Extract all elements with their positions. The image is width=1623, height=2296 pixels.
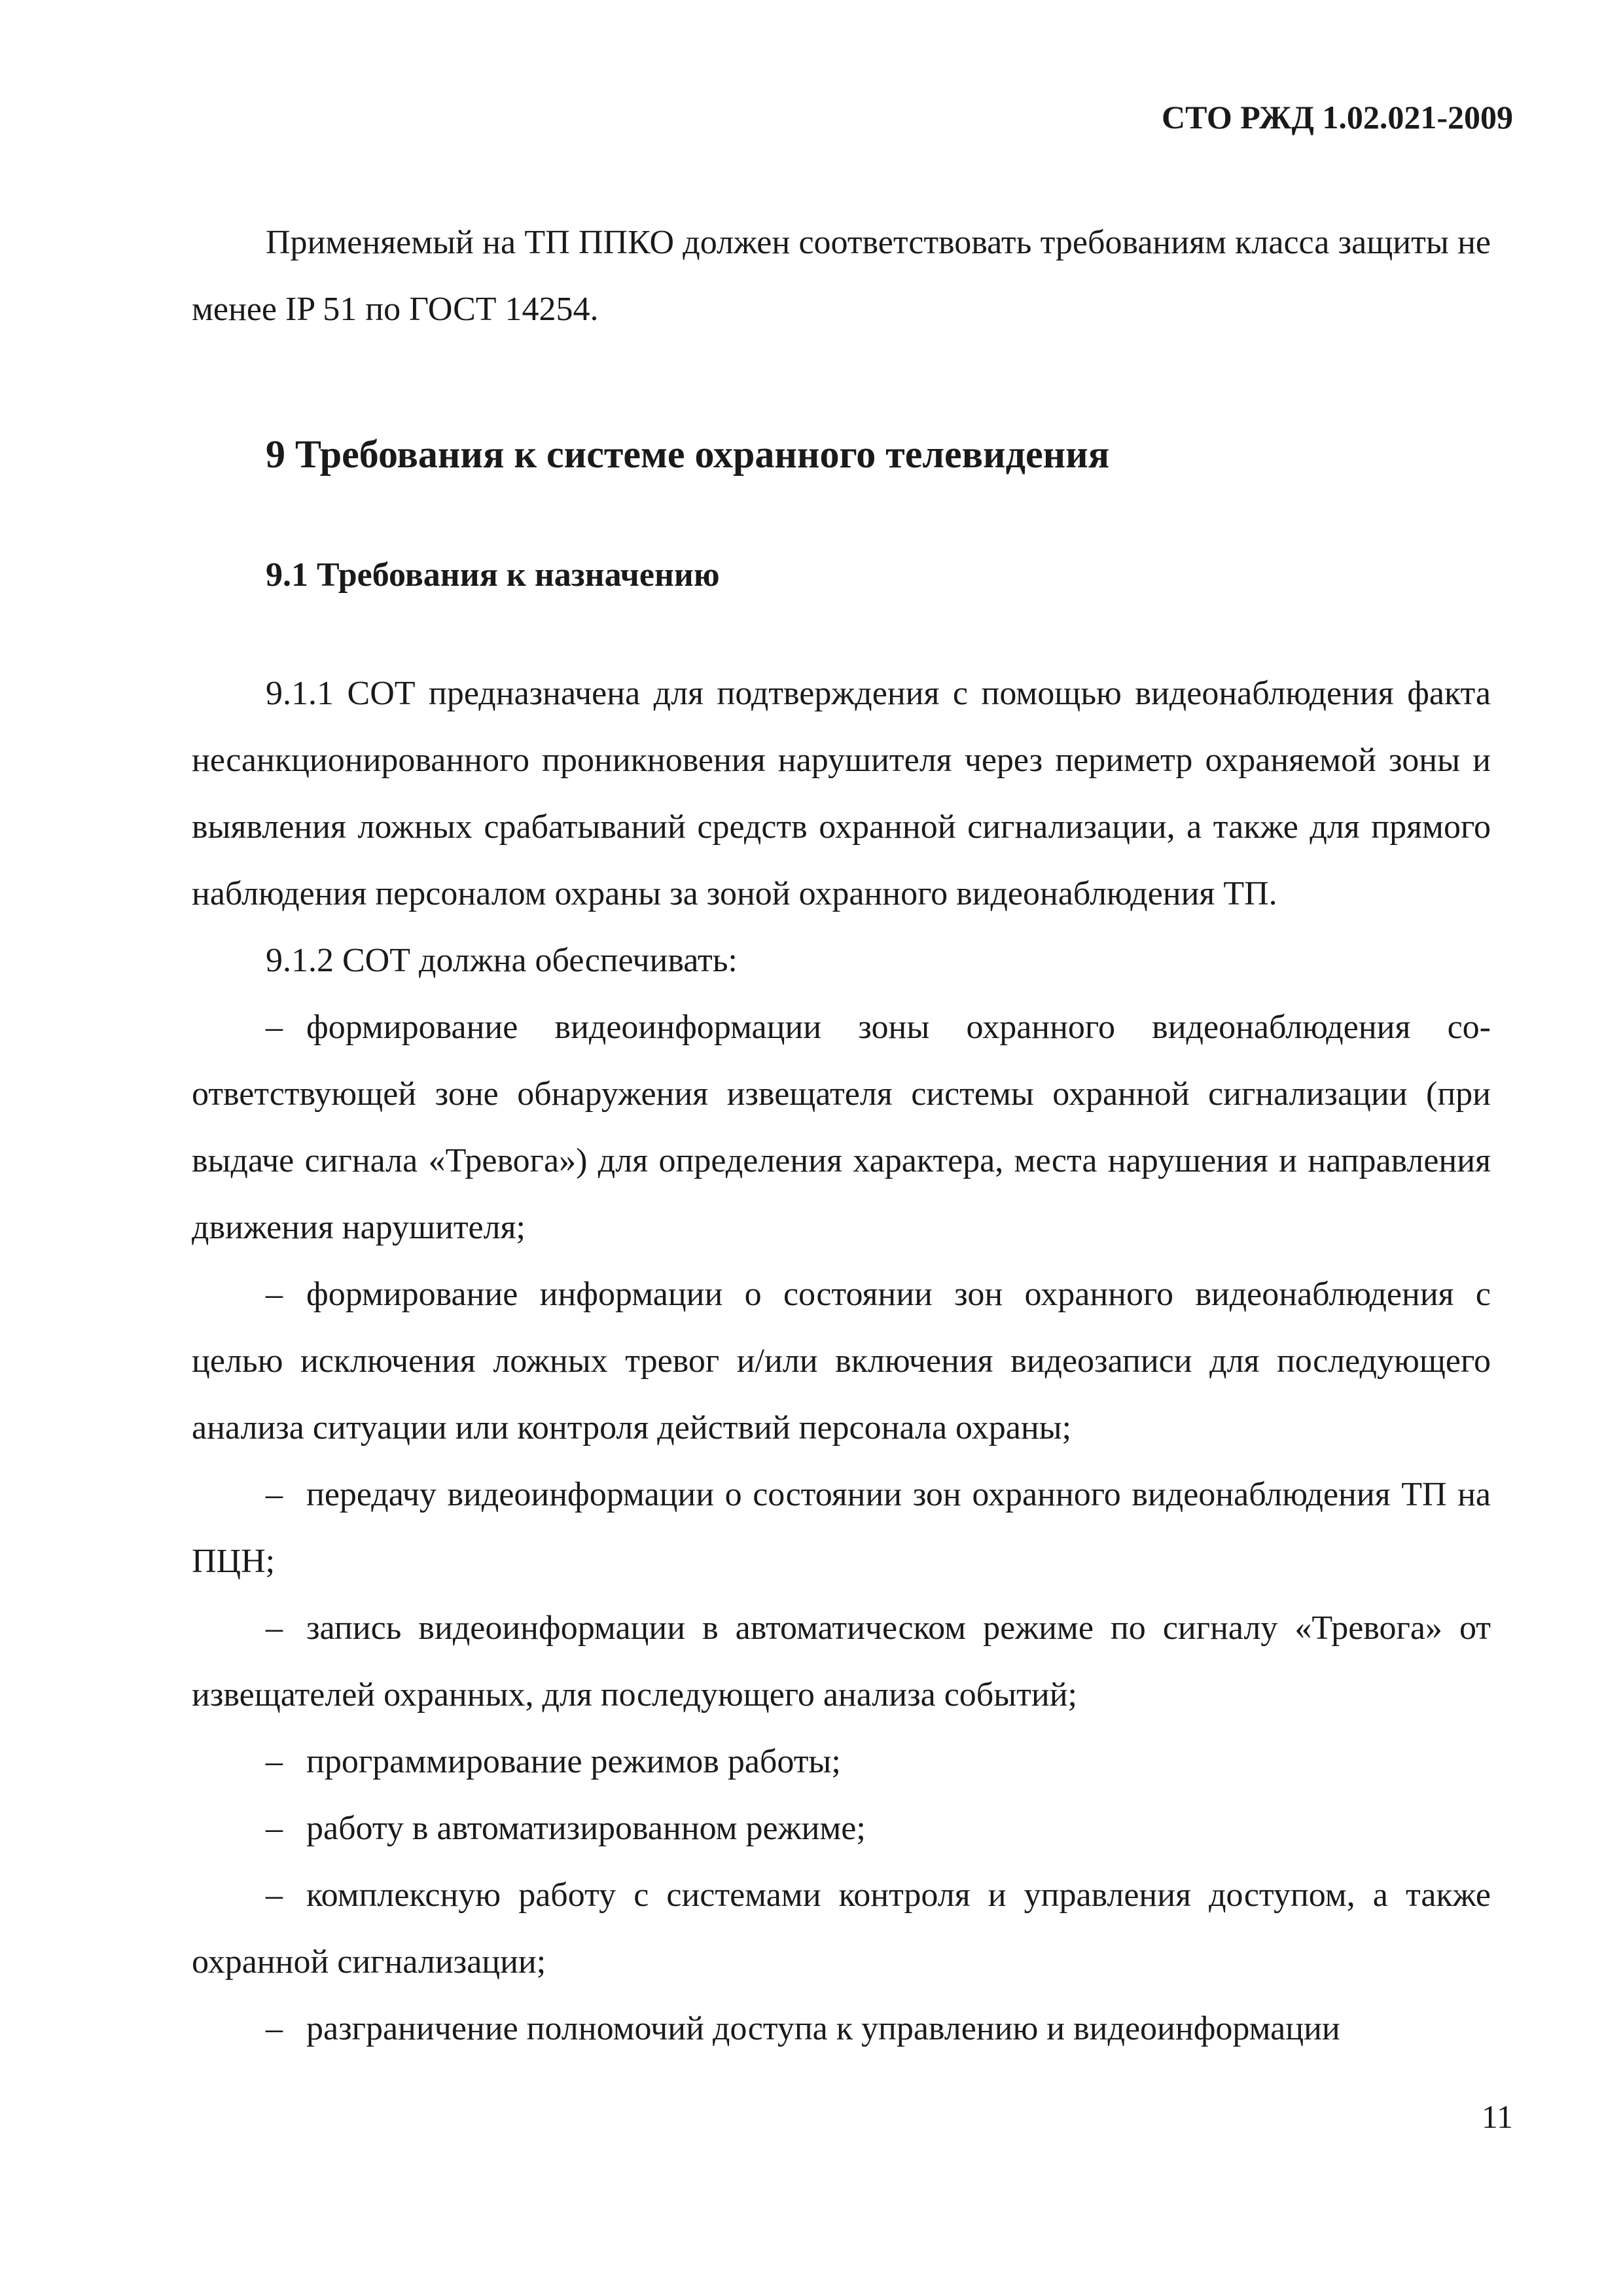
list-item: [192, 1795, 1491, 1862]
page-number: 11: [1481, 2098, 1513, 2135]
dash-bullet: –: [266, 2010, 283, 2047]
dash-bullet: –: [266, 1276, 283, 1313]
list-item: [192, 1261, 1491, 1462]
intro-paragraph: Применяемый на ТП ППКО должен соответствовать требованиям класса защиты не менее IP 51 по ГОСТ 14254.: [192, 224, 1491, 328]
dash-bullet: –: [266, 1009, 283, 1046]
subsection-heading: 9.1 Требования к назначению: [266, 556, 720, 594]
section-heading: 9 Требования к системе охранного телевидения: [266, 433, 1110, 476]
list-item: [192, 994, 1491, 1261]
dash-bullet: –: [266, 1876, 283, 1914]
dash-bullet: –: [266, 1743, 283, 1780]
list-item-text: передачу видеоинформации о состоянии зон охранного видеонаблюдения ТП на ПЦН;: [192, 1476, 1491, 1580]
list-item-text: формирование информации о состоянии зон охранного видеонаблюдения с целью исключения ложных тревог и/или включения видеозаписи для последующего анализа ситуации или контроля действий персонала охраны;: [192, 1276, 1491, 1446]
list-item: [192, 1996, 1491, 2062]
dash-bullet: –: [266, 1810, 283, 1847]
page-content: [192, 209, 1491, 2062]
list-item: [192, 1862, 1491, 1996]
paragraph-9-1-2: 9.1.2 СОТ должна обеспечивать:: [266, 942, 738, 979]
list-item-text: комплексную работу с системами контроля и управления доступом, а также охранной сигнализации;: [192, 1876, 1491, 1981]
list-item-text: работу в автоматизированном режиме;: [306, 1810, 866, 1847]
list-item-text: запись видеоинформации в автоматическом режиме по сигналу «Тревога» от извещателей охранных, для последующего анализа событий;: [192, 1609, 1491, 1713]
list-item: [192, 1462, 1491, 1595]
dash-bullet: –: [266, 1476, 283, 1513]
list-item-text: формирование видеоинформации зоны охранного видеонаблюдения соответствующей зоне обнаружения извещателя системы охранной сигнализации (при выдаче сигнала «Тревога») для определения характера, места нарушения и направления движения нарушителя;: [192, 1009, 1491, 1246]
list-item: [192, 1729, 1491, 1795]
requirements-list: [192, 994, 1491, 2062]
list-item-text: программирование режимов работы;: [306, 1743, 841, 1780]
document-code-header: СТО РЖД 1.02.021-2009: [1162, 99, 1513, 135]
paragraph-9-1-1: 9.1.1 СОТ предназначена для подтверждения с помощью видеонаблюдения факта несанкционированного проникновения нарушителя через периметр охраняемой зоны и выявления ложных срабатываний средств охранной сигнализации, а также для прямого наблюдения персоналом охраны за зоной охранного видеонаблюдения ТП.: [192, 675, 1491, 912]
dash-bullet: –: [266, 1609, 283, 1647]
list-item: [192, 1595, 1491, 1729]
list-item-text: разграничение полномочий доступа к управлению и видеоинформации: [306, 2010, 1340, 2047]
